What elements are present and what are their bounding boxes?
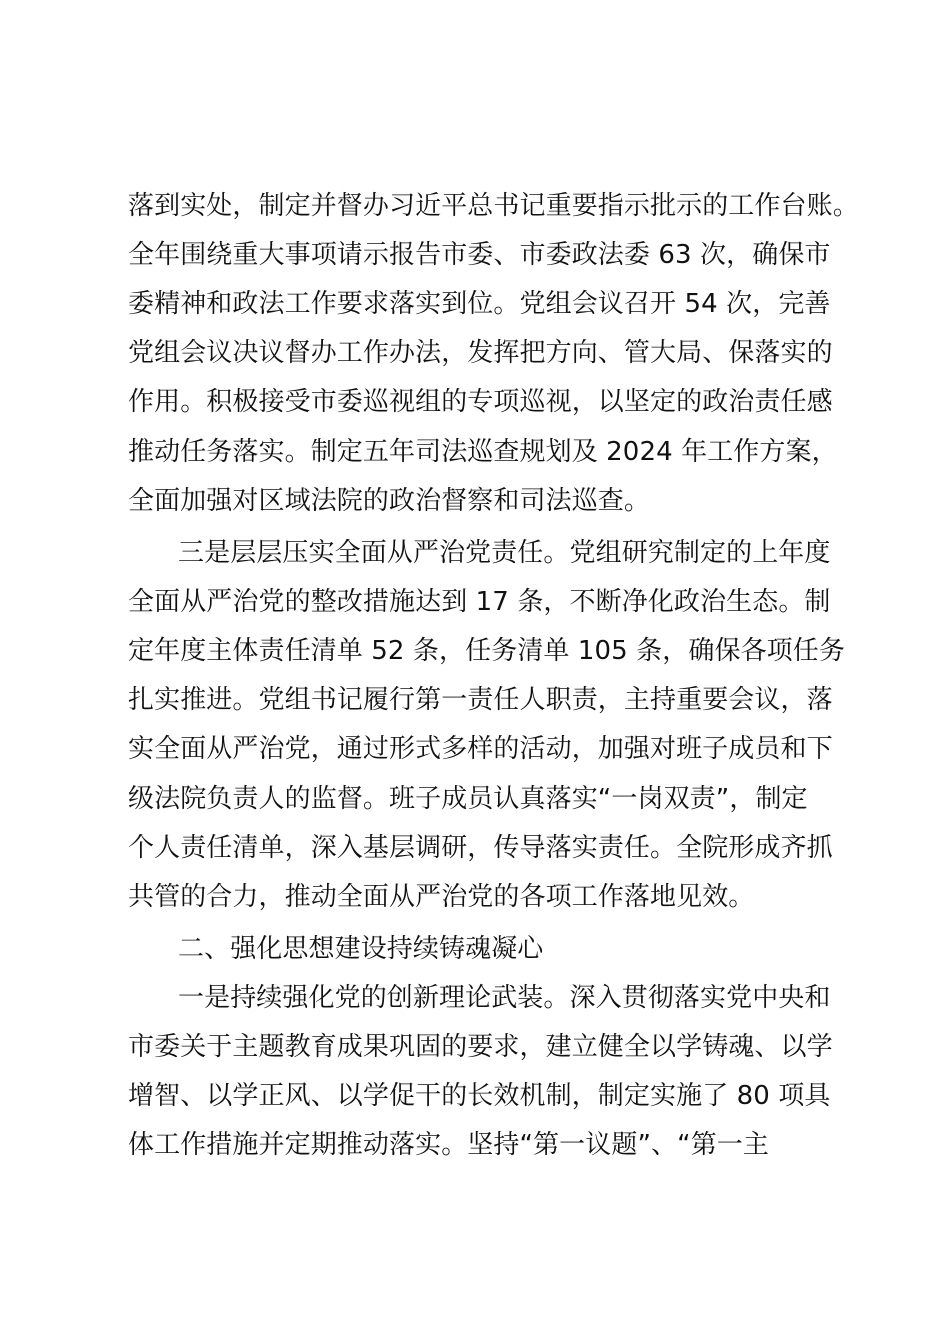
text-line: 体工作措施并定期推动落实。坚持“第一议题”、“第一主 xyxy=(128,1130,770,1160)
paragraph-start-line: 三是层层压实全面从严治党责任。党组研究制定的上年度 xyxy=(178,538,831,568)
text-line: 级法院负责人的监督。班子成员认真落实“一岗双责”，制定 xyxy=(128,784,808,814)
paragraph-start-line: 一是持续强化党的创新理论武装。深入贯彻落实党中央和 xyxy=(178,983,831,1013)
text-line: 党组会议决议督办工作办法，发挥把方向、管大局、保落实的 xyxy=(128,338,833,368)
text-line: 推动任务落实。制定五年司法巡查规划及 2024 年工作方案， xyxy=(128,437,838,467)
text-line: 共管的合力，推动全面从严治党的各项工作落地见效。 xyxy=(128,882,755,912)
text-line: 定年度主体责任清单 52 条，任务清单 105 条，确保各项任务 xyxy=(128,636,845,666)
text-line: 扎实推进。党组书记履行第一责任人职责，主持重要会议，落 xyxy=(128,685,833,715)
text-line: 增智、以学正风、以学促干的长效机制，制定实施了 80 项具 xyxy=(128,1081,831,1111)
text-line: 市委关于主题教育成果巩固的要求，建立健全以学铸魂、以学 xyxy=(128,1032,833,1062)
text-line: 全面从严治党的整改措施达到 17 条，不断净化政治生态。制 xyxy=(128,587,831,617)
text-line: 个人责任清单，深入基层调研，传导落实责任。全院形成齐抓 xyxy=(128,833,833,863)
text-line: 委精神和政法工作要求落实到位。党组会议召开 54 次，完善 xyxy=(128,289,831,319)
text-line: 落到实处，制定并督办习近平总书记重要指示批示的工作台账。 xyxy=(128,191,859,221)
section-heading: 二、强化思想建设持续铸魂凝心 xyxy=(178,934,544,964)
text-line: 全年围绕重大事项请示报告市委、市委政法委 63 次，确保市 xyxy=(128,240,831,270)
text-line: 全面加强对区域法院的政治督察和司法巡查。 xyxy=(128,486,651,516)
text-line: 作用。积极接受市委巡视组的专项巡视，以坚定的政治责任感 xyxy=(128,387,833,417)
text-line: 实全面从严治党，通过形式多样的活动，加强对班子成员和下 xyxy=(128,734,833,764)
